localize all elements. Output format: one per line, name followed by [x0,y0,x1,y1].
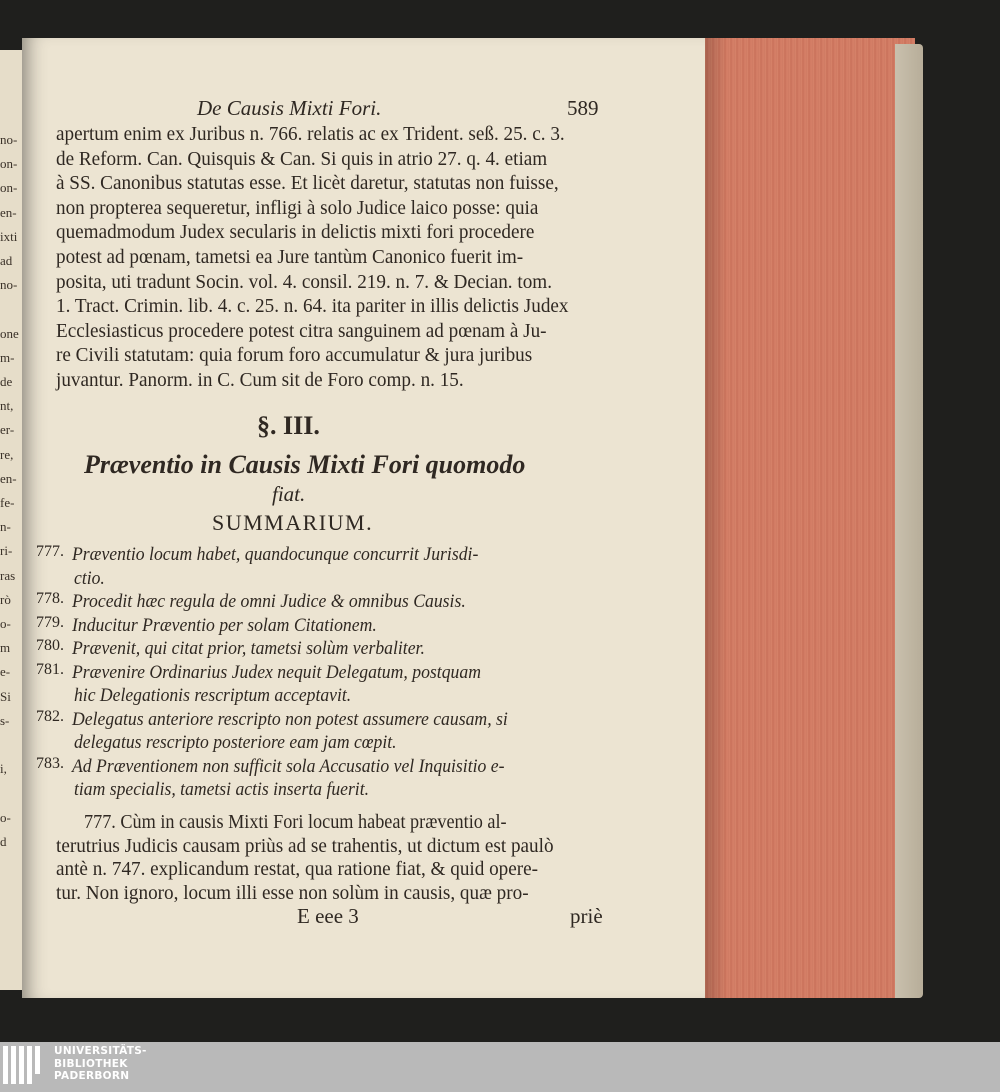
summary-item-text: Prævenit, qui citat prior, tametsi solùm verbaliter. [72,638,425,659]
summary-item-number: 778. [36,590,64,607]
left-page-fragment: o- [0,616,11,631]
left-page-fragment: n- [0,519,11,535]
left-page-fragment: one [0,325,19,341]
library-logo-icon [3,1046,47,1088]
left-page-fragment: ixti [0,228,18,244]
left-page-fragment: ras [0,567,16,583]
summary-item-text: hic Delegationis rescriptum acceptavit. [74,685,352,706]
summary-heading: SUMMARIUM. [212,510,374,535]
text-line: apertum enim ex Juribus n. 766. relatis ac ex Trident. seß. 25. c. 3. [56,123,565,145]
text-line: quemadmodum Judex secularis in delictis mixti fori procedere [56,221,535,244]
left-page-fragment: d [0,833,7,849]
library-footer [0,1042,1000,1092]
text-line: antè n. 747. explicandum restat, qua ratione fiat, & quid opere- [56,858,539,880]
text-line: 777. Cùm in causis Mixti Fori locum habeat præventio al- [84,811,507,833]
left-page-fragment: er- [0,422,15,438]
summary-item-number: 782. [36,707,64,725]
left-page-fragment: o- [0,809,11,825]
summary-item-number: 777. [36,543,64,560]
left-page-fragment: Si [0,688,11,704]
summary-item-number: 779. [36,613,64,631]
left-page-fragment: nt, [0,398,14,414]
text-line: tur. Non ignoro, locum illi esse non solùm in causis, quæ pro- [56,881,529,904]
left-page-fragment: i, [0,761,7,777]
library-name-line3: PADERBORN [54,1070,130,1082]
summary-item-text: delegatus rescripto posteriore eam jam cœpit. [74,732,397,753]
section-title-line2: fiat. [272,482,306,506]
page-edges [705,38,915,998]
summary-item-number: 780. [36,637,64,654]
right-page [22,38,722,998]
summary-item-text: Delegatus anteriore rescripto non potest assumere causam, si [72,708,508,730]
left-page-fragment: no- [0,132,18,147]
summary-item-text: Inducitur Præventio per solam Citationem. [72,614,377,636]
catchword: priè [570,904,603,928]
book-cover-rim [895,44,923,998]
left-page-fragment: fe- [0,495,15,510]
left-page-fragment: s- [0,712,10,728]
left-page-fragment: m [0,640,11,656]
left-page-fragment: no- [0,277,18,293]
left-page-fragment: en- [0,204,17,220]
left-page-fragment: m- [0,349,15,365]
summary-item-text: Ad Præventionem non sufficit sola Accusatio vel Inquisitio e- [72,755,505,777]
text-line: re Civili statutam: quia forum foro accumulatur & jura juribus [56,344,533,367]
left-page-fragment: e- [0,664,11,680]
text-line: 1. Tract. Crimin. lib. 4. c. 25. n. 64. ita pariter in illis delictis Judex [56,295,569,318]
summary-item-text: Prævenire Ordinarius Judex nequit Delegatum, postquam [72,661,481,683]
section-number: §. III. [257,411,320,440]
summary-item-text: Præventio locum habet, quandocunque concurrit Jurisdi- [72,544,479,565]
running-title: De Causis Mixti Fori. [197,96,382,120]
summary-item-text: ctio. [74,567,105,589]
text-line: Ecclesiasticus procedere potest citra sanguinem ad pœnam à Ju- [56,319,547,342]
summary-item-text: Procedit hæc regula de omni Judice & omnibus Causis. [72,591,466,612]
summary-item-number: 783. [36,754,64,772]
summary-item-number: 781. [36,660,64,678]
left-page-fragment: rò [0,591,11,607]
page-number: 589 [567,96,599,120]
left-page-fragment: re, [0,446,14,462]
left-page-fragment: on- [0,180,18,196]
left-page-fragment: de [0,374,13,389]
text-line: de Reform. Can. Quisquis & Can. Si quis in atrio 27. q. 4. etiam [56,147,548,170]
text-line: juvantur. Panorm. in C. Cum sit de Foro comp. n. 15. [56,369,464,391]
left-page-fragment: on- [0,156,18,172]
library-name [54,1045,147,1083]
text-line: à SS. Canonibus statutas esse. Et licèt daretur, statutas non fuisse, [56,172,559,195]
left-page-fragment: en- [0,470,17,486]
library-name-line2: BIBLIOTHEK [54,1057,128,1070]
gutter-shadow [705,38,727,998]
summary-item-text: tiam specialis, tametsi actis inserta fuerit. [74,779,370,800]
section-title-line1: Præventio in Causis Mixti Fori quomodo [84,450,526,479]
left-page-fragment: ri- [0,543,13,559]
left-page-fragment: ad [0,253,13,268]
library-name-line1: UNIVERSITÄTS- [54,1045,147,1057]
text-line: terutrius Judicis causam priùs ad se trahentis, ut dictum est paulò [56,834,554,857]
text-line: potest ad pœnam, tametsi ea Jure tantùm Canonico fuerit im- [56,246,524,268]
text-line: non propterea sequeretur, infligi à solo Judice laico posse: quia [56,196,539,219]
text-line: posita, uti tradunt Socin. vol. 4. consil. 219. n. 7. & Decian. tom. [56,270,552,293]
signature-mark: E eee 3 [297,904,359,928]
